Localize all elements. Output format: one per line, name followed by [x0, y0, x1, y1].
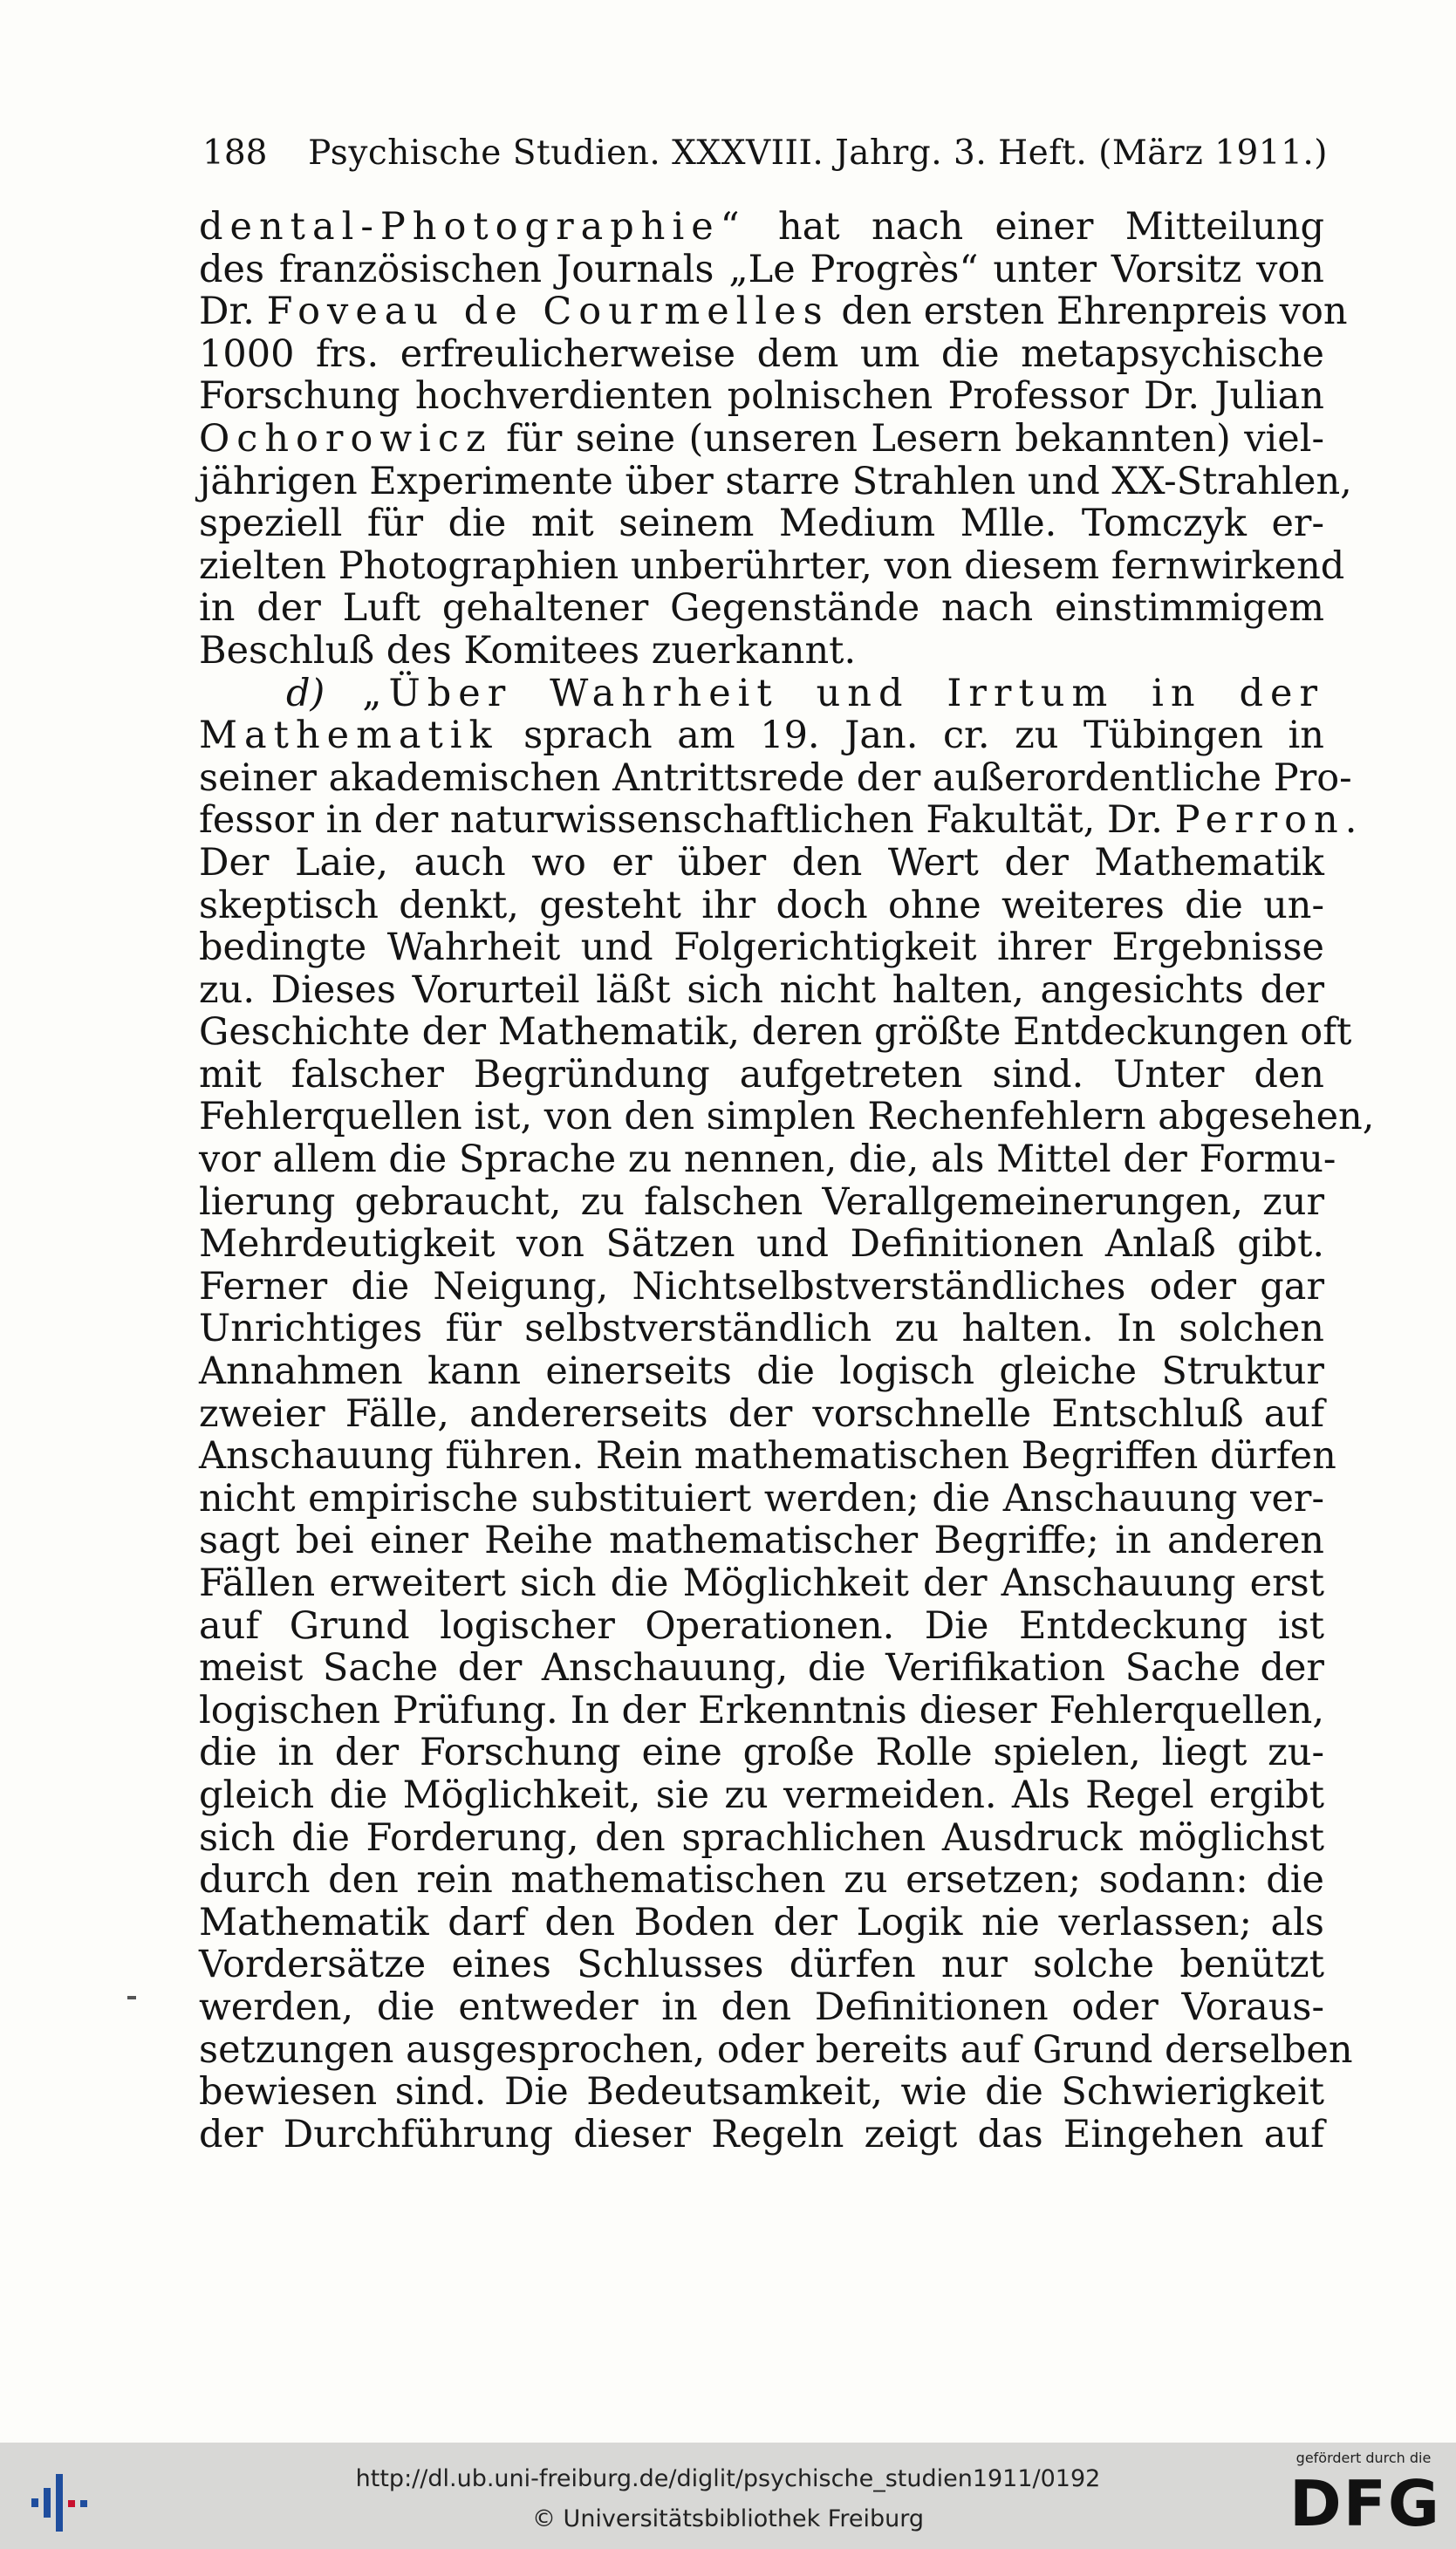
spaced-emphasis: „Über Wahrheit und Irrtum in der: [325, 671, 1324, 715]
spaced-emphasis: Ochorowicz: [199, 416, 493, 461]
text-line: Mathematik darf den Boden der Logik nie verlassen; als: [199, 1900, 1324, 1944]
text-line: Beschluß des Komitees zuerkannt.: [199, 628, 857, 673]
spaced-emphasis: Perron.: [1174, 798, 1364, 843]
text-line: werden, die entweder in den Definitionen oder Voraus-: [199, 1985, 1324, 2029]
text-line: Vordersätze eines Schlusses dürfen nur solche benützt: [199, 1943, 1324, 1987]
text-line: zielten Photographien unberührter, von diesem fernwirkend: [199, 543, 1345, 588]
text-line: setzungen ausgesprochen, oder bereits auf Grund derselben: [199, 2027, 1353, 2072]
text-line: [199, 673, 1324, 715]
text-segment: fessor in der naturwissenschaftlichen Fakultät, Dr.: [199, 798, 1175, 843]
dfg-caption: gefördert durch die: [1295, 2450, 1432, 2466]
text-line: in der Luft gehaltener Gegenstände nach einstimmigem: [199, 586, 1324, 631]
text-segment: hat nach einer Mitteilung: [746, 205, 1324, 249]
dfg-logo: DFG: [1289, 2467, 1442, 2540]
text-line: der Durchführung dieser Regeln zeigt das Eingehen auf: [199, 2112, 1324, 2156]
running-header: [202, 131, 1328, 176]
spaced-emphasis: dental-Photographie“: [199, 205, 747, 249]
text-line: Unrichtiges für selbstverständlich zu halten. In solchen: [199, 1307, 1324, 1351]
text-line: 1000 frs. erfreulicherweise dem um die metapsychische: [199, 331, 1324, 376]
text-line: logischen Prüfung. In der Erkenntnis dieser Fehlerquellen,: [199, 1688, 1324, 1732]
text-line: gleich die Möglichkeit, sie zu vermeiden. Als Regel ergibt: [199, 1773, 1324, 1817]
text-line: [199, 714, 1324, 757]
text-segment: Dr.: [199, 290, 267, 334]
item-marker: d): [286, 671, 325, 715]
text-segment: den ersten Ehrenpreis von: [829, 290, 1348, 334]
text-line: des französischen Journals „Le Progrès“ unter Vorsitz von: [199, 247, 1324, 291]
text-line: [199, 418, 1324, 461]
text-segment: für seine (unseren Lesern bekannten) viel-: [492, 416, 1324, 461]
copyright-notice: © Universitätsbibliothek Freiburg: [531, 2505, 925, 2532]
spaced-emphasis: Foveau de Courmelles: [266, 290, 830, 334]
text-line: die in der Forschung eine große Rolle spielen, liegt zu-: [199, 1731, 1324, 1775]
page-number: 188: [202, 133, 268, 173]
footer-band: [0, 2443, 1456, 2549]
text-line: jährigen Experimente über starre Strahlen und XX-Strahlen,: [199, 459, 1352, 503]
text-line: seiner akademischen Antrittsrede der außerordentliche Pro-: [199, 755, 1352, 800]
running-title: Psychische Studien. XXXVIII. Jahrg. 3. Heft. (März 1911.): [308, 133, 1328, 173]
text-line: bedingte Wahrheit und Folgerichtigkeit ihrer Ergebnisse: [199, 926, 1324, 970]
text-line: Fällen erweitert sich die Möglichkeit der Anschauung erst: [199, 1562, 1324, 1605]
text-line: skeptisch denkt, gesteht ihr doch ohne weiteres die un-: [199, 883, 1324, 927]
text-line: vor allem die Sprache zu nennen, die, als Mittel der Formu-: [199, 1138, 1336, 1182]
text-line: meist Sache der Anschauung, die Verifikation Sache der: [199, 1646, 1324, 1691]
text-segment: sprach am 19. Jan. cr. zu Tübingen in: [498, 714, 1324, 758]
text-line: Forschung hochverdienten polnischen Professor Dr. Julian: [199, 374, 1324, 419]
text-line: zu. Dieses Vorurteil läßt sich nicht halten, angesichts der: [199, 967, 1324, 1012]
text-line: [199, 290, 1348, 334]
text-line: sich die Forderung, den sprachlichen Ausdruck möglichst: [199, 1815, 1324, 1860]
text-line: Ferner die Neigung, Nichtselbstverständliches oder gar: [199, 1264, 1324, 1309]
text-line: Geschichte der Mathematik, deren größte Entdeckungen oft: [199, 1010, 1352, 1055]
spaced-emphasis: Mathematik: [199, 714, 499, 758]
text-line: Mehrdeutigkeit von Sätzen und Definitionen Anlaß gibt.: [199, 1222, 1324, 1267]
text-line: Anschauung führen. Rein mathematischen Begriffen dürfen: [199, 1434, 1336, 1479]
text-line: sagt bei einer Reihe mathematischer Begriffe; in anderen: [199, 1519, 1324, 1563]
text-line: mit falscher Begründung aufgetreten sind. Unter den: [199, 1052, 1324, 1097]
source-url[interactable]: http://dl.ub.uni-freiburg.de/diglit/psychische_studien1911/0192: [355, 2465, 1101, 2492]
text-line: Annahmen kann einerseits die logisch gleiche Struktur: [199, 1350, 1324, 1394]
text-line: Der Laie, auch wo er über den Wert der Mathematik: [199, 840, 1324, 885]
margin-mark: [127, 1996, 136, 1999]
text-line: Fehlerquellen ist, von den simplen Rechenfehlern abgesehen,: [199, 1095, 1375, 1139]
text-line: durch den rein mathematischen zu ersetzen; sodann: die: [199, 1858, 1324, 1903]
text-line: [199, 206, 1324, 249]
text-line: auf Grund logischer Operationen. Die Entdeckung ist: [199, 1603, 1324, 1648]
text-line: nicht empirische substituiert werden; die Anschauung ver-: [199, 1476, 1324, 1521]
body-text: [199, 205, 1375, 2156]
text-line: bewiesen sind. Die Bedeutsamkeit, wie die Schwierigkeit: [199, 2070, 1324, 2115]
text-line: zweier Fälle, andererseits der vorschnelle Entschluß auf: [199, 1391, 1324, 1436]
text-line: [199, 798, 1364, 843]
text-line: lierung gebraucht, zu falschen Verallgemeinerungen, zur: [199, 1179, 1324, 1224]
text-line: speziell für die mit seinem Medium Mlle. Tomczyk er-: [199, 502, 1324, 546]
